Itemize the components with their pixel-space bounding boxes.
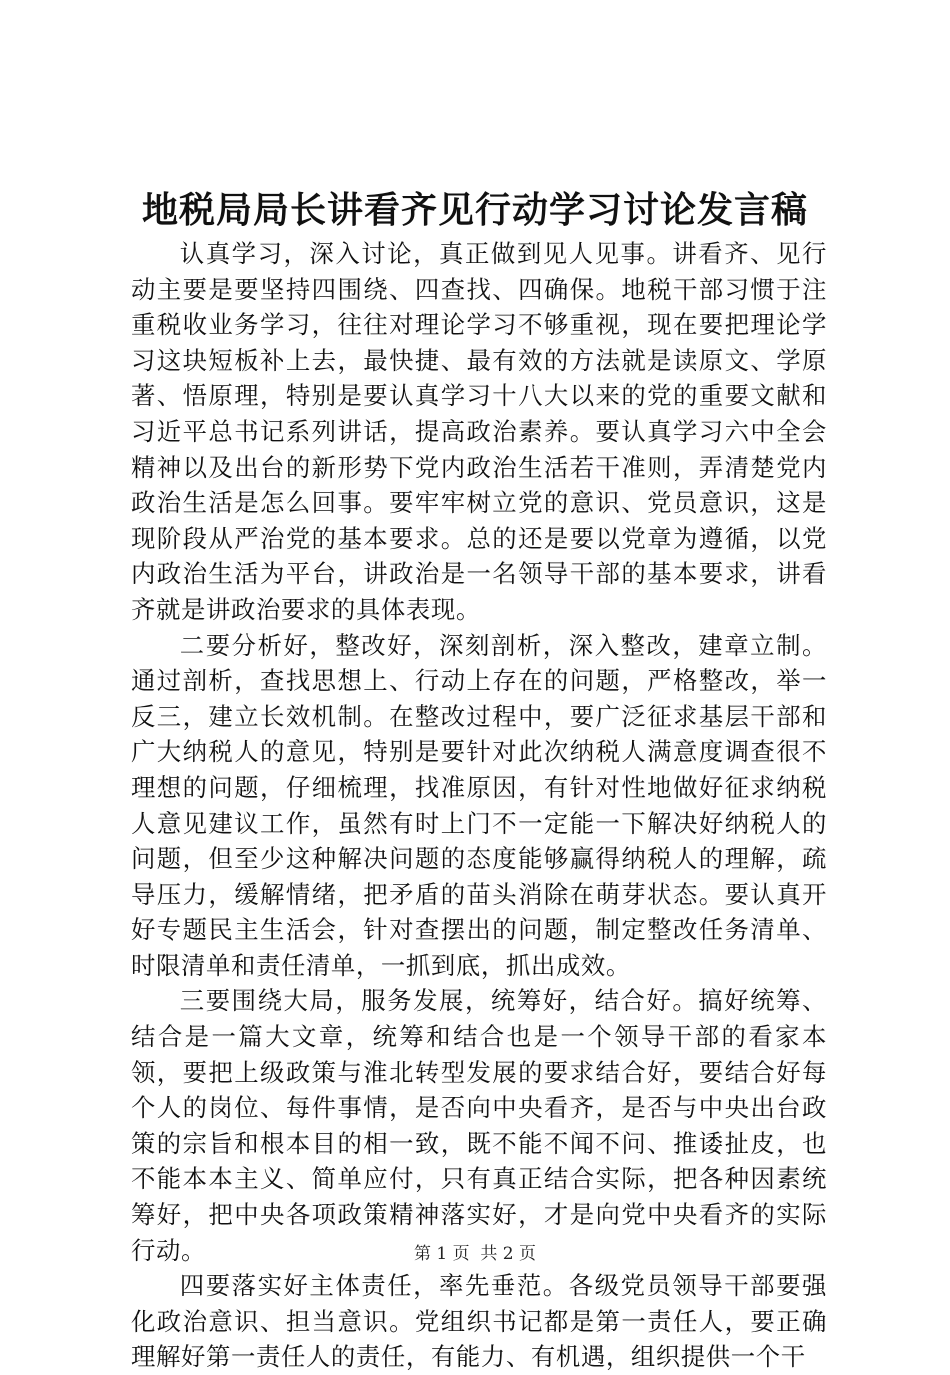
footer-spacer (470, 1244, 481, 1264)
document-title: 地税局局长讲看齐见行动学习讨论发言稿 (141, 189, 808, 231)
page-number: 第 1 页 (413, 1244, 470, 1264)
total-pages: 共 2 页 (480, 1244, 537, 1264)
paragraph-1: 认真学习，深入讨论，真正做到见人见事。讲看齐、见行动主要是要坚持四围绕、四查找、四确保。地税干部习惯于注重税收业务学习，往往对理论学习不够重视，现在要把理论学习这块短板补上去，最快捷、最有效的方法就是读原文、学原著、悟原理，特别是要认真学习十八大以来的党的重要文献和习近平总书记系列讲话，提高政治素养。要认真学习六中全会精神以及出台的新形势下党内政治生活若干准则，弄清楚党内政治生活是怎么回事。要牢牢树立党的意识、党员意识，这是现阶段从严治党的基本要求。总的还是要以党章为遵循，以党内政治生活为平台，讲政治是一名领导干部的基本要求，讲看齐就是讲政治要求的具体表现。 (131, 239, 827, 624)
paragraph-3: 三要围绕大局，服务发展，统筹好，结合好。搞好统筹、结合是一篇大文章，统筹和结合也是一个领导干部的看家本领，要把上级政策与淮北转型发展的要求结合好，要结合好每个人的岗位、每件事情，是否向中央看齐，是否与中央出台政策的宗旨和根本目的相一致，既不能不闻不问、推诿扯皮，也不能本本主义、简单应付，只有真正结合实际，把各种因素统筹好，把中央各项政策精神落实好，才是向党中央看齐的实际行动。 (131, 986, 827, 1265)
paragraph-2: 二要分析好，整改好，深刻剖析，深入整改，建章立制。通过剖析，查找思想上、行动上存在的问题，严格整改，举一反三，建立长效机制。在整改过程中，要广泛征求基层干部和广大纳税人的意见，特别是要针对此次纳税人满意度调查很不理想的问题，仔细梳理，找准原因，有针对性地做好征求纳税人意见建议工作，虽然有时上门不一定能一下解决好纳税人的问题，但至少这种解决问题的态度能够赢得纳税人的理解，疏导压力，缓解情绪，把矛盾的苗头消除在萌芽状态。要认真开好专题民主生活会，针对查摆出的问题，制定整改任务清单、时限清单和责任清单，一抓到底，抓出成效。 (131, 630, 827, 980)
document-body (131, 236, 827, 1375)
page-footer (0, 1243, 950, 1265)
paragraph-4: 四要落实好主体责任，率先垂范。各级党员领导干部要强化政治意识、担当意识。党组织书记都是第一责任人，要正确理解好第一责任人的责任，有能力、有机遇，组织提供一个干 (131, 1271, 827, 1372)
